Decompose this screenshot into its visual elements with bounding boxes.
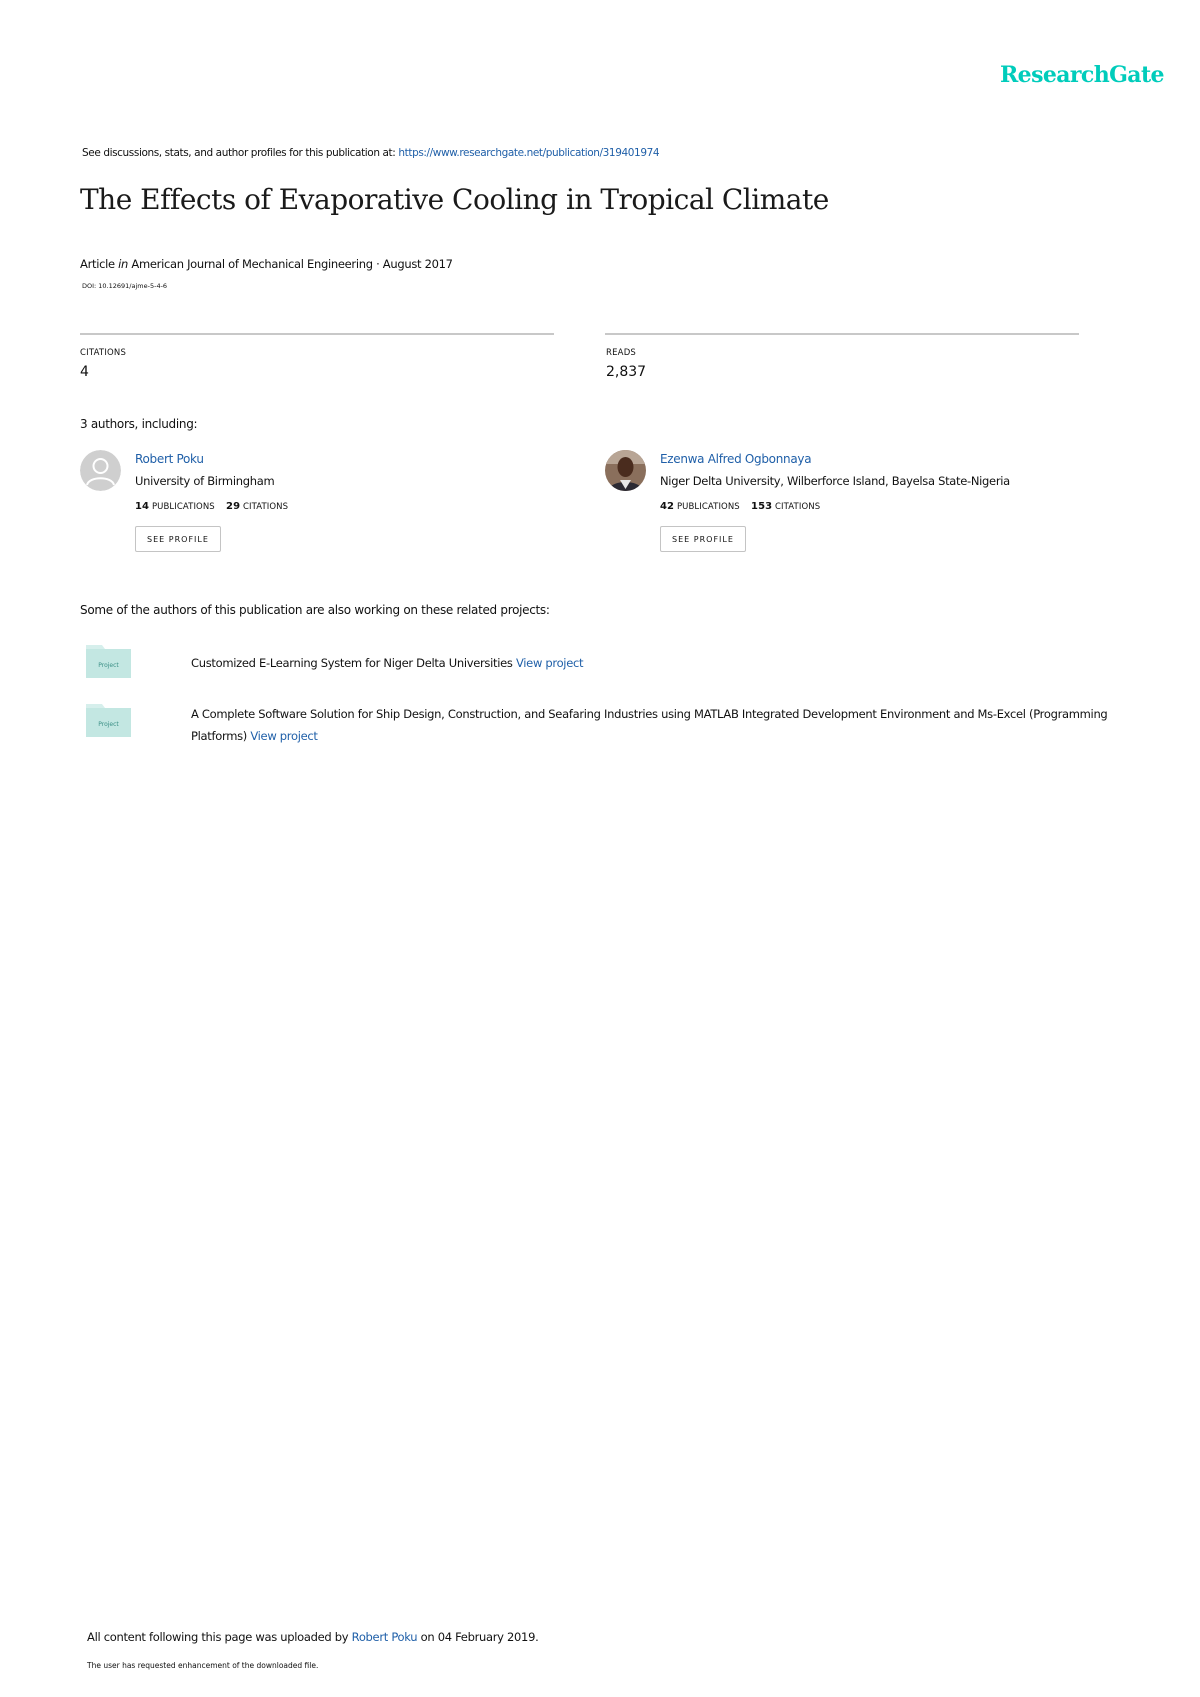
publications-count: 42	[660, 501, 675, 512]
see-profile-button[interactable]: SEE PROFILE	[660, 526, 746, 552]
citations-count: 29	[226, 501, 241, 512]
publications-label: PUBLICATIONS	[151, 502, 215, 512]
author-institution: Niger Delta University, Wilberforce Island, Bayelsa State-Nigeria	[660, 474, 1010, 488]
journal-date: American Journal of Mechanical Engineering · August 2017	[131, 257, 453, 271]
project-folder-icon	[86, 702, 131, 737]
project-title: A Complete Software Solution for Ship Design, Construction, and Seafaring Industries using MATLAB Integrated Development Environment and Ms-Excel (Programming Platforms)	[191, 707, 1108, 743]
citations-count: 153	[751, 501, 773, 512]
author-institution: University of Birmingham	[135, 474, 275, 488]
reads-divider	[605, 333, 1079, 335]
view-project-link[interactable]: View project	[515, 656, 584, 670]
author-card	[605, 450, 1125, 560]
citations-count: 4	[80, 364, 89, 380]
citations-divider	[80, 333, 554, 335]
uploader-link[interactable]: Robert Poku	[351, 1630, 418, 1644]
researchgate-logo[interactable]: ResearchGate	[1000, 62, 1164, 88]
projects-heading: Some of the authors of this publication are also working on these related projects:	[80, 603, 550, 617]
doi: DOI: 10.12691/ajme-5-4-6	[82, 282, 168, 290]
publications-count: 14	[135, 501, 150, 512]
in-label: in	[118, 257, 129, 271]
author-stats	[660, 501, 820, 512]
author-name-link[interactable]: Robert Poku	[135, 452, 204, 466]
related-project	[191, 703, 1131, 747]
project-folder-icon	[86, 643, 131, 678]
project-icon-label: Project	[98, 662, 119, 669]
author-name-link[interactable]: Ezenwa Alfred Ogbonnaya	[660, 452, 812, 466]
see-profile-button[interactable]: SEE PROFILE	[135, 526, 221, 552]
related-project	[191, 652, 1131, 674]
publication-meta	[80, 257, 453, 271]
article-type: Article	[80, 257, 115, 271]
citations-label: CITATIONS	[242, 502, 289, 512]
upload-note	[87, 1630, 538, 1644]
enhancement-note: The user has requested enhancement of the downloaded file.	[87, 1661, 319, 1670]
profile-photo-icon[interactable]	[605, 450, 646, 491]
project-icon-label: Project	[98, 721, 119, 728]
publication-url-link[interactable]: https://www.researchgate.net/publication/319401974	[398, 147, 660, 159]
reads-count: 2,837	[606, 364, 647, 380]
publications-label: PUBLICATIONS	[676, 502, 740, 512]
reads-label: READS	[606, 348, 637, 358]
view-project-link[interactable]: View project	[250, 729, 318, 743]
author-stats	[135, 501, 288, 512]
uploaded-prefix: All content following this page was uploaded by	[87, 1630, 349, 1644]
uploaded-suffix: on 04 February 2019.	[420, 1630, 539, 1644]
discussions-prefix: See discussions, stats, and author profiles for this publication at:	[82, 147, 396, 159]
author-card	[80, 450, 600, 560]
publication-link-line	[82, 147, 659, 159]
citations-label: CITATIONS	[80, 348, 127, 358]
default-avatar-icon[interactable]	[80, 450, 121, 491]
authors-heading: 3 authors, including:	[80, 417, 198, 431]
citations-label: CITATIONS	[775, 502, 821, 512]
project-title: Customized E-Learning System for Niger Delta Universities	[191, 656, 513, 670]
paper-title: The Effects of Evaporative Cooling in Tropical Climate	[80, 183, 829, 216]
